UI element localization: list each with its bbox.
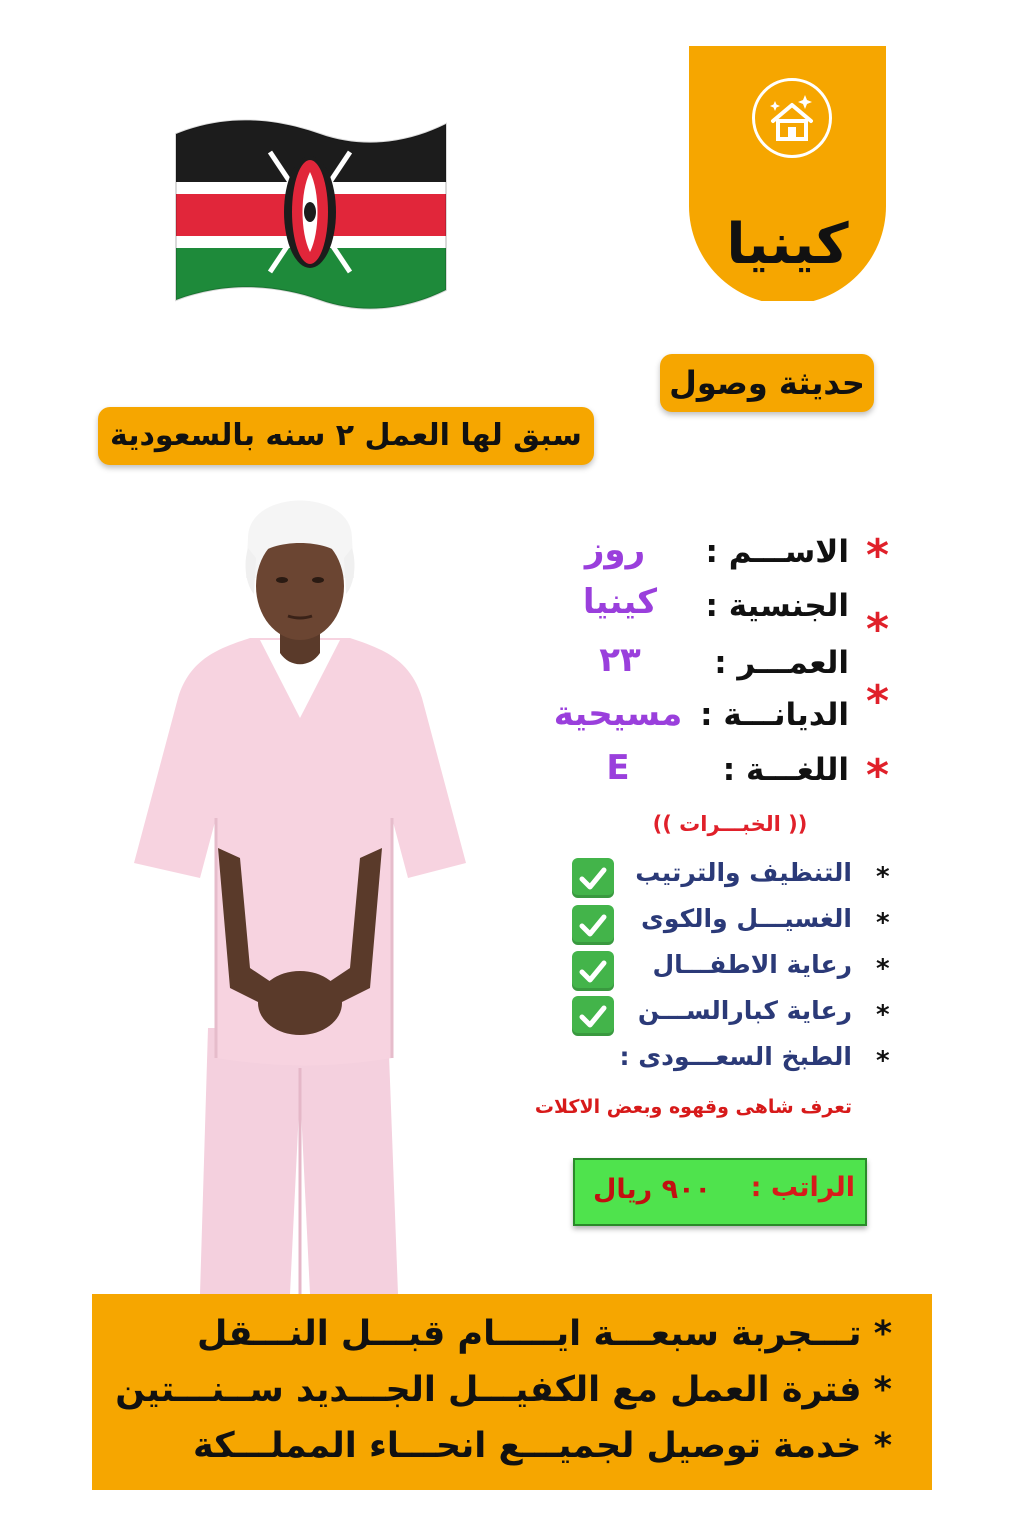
term-line: * تـــجربة سبعـــة ايـــــام قبـــل النـــقل xyxy=(196,1314,892,1354)
salary-label: الراتب : xyxy=(750,1172,855,1203)
info-star: * xyxy=(866,676,890,727)
checkmark-icon xyxy=(572,858,614,898)
skill-item: رعاية الاطفـــال xyxy=(652,950,852,979)
cooking-note: تعرف شاهى وقهوه وبعض الاكلات xyxy=(534,1096,853,1118)
age-value: ٢٣ xyxy=(599,640,641,680)
age-label: العمـــر : xyxy=(714,645,849,681)
language-label: اللغـــة : xyxy=(722,752,849,788)
kenya-flag-icon xyxy=(170,112,452,317)
term-line: * خدمة توصيل لجميـــع انحـــاء المملـــكة xyxy=(192,1426,892,1466)
country-title: كينيا xyxy=(726,212,849,277)
new-arrival-badge: حديثة وصول xyxy=(660,354,874,412)
name-value: روز xyxy=(584,530,646,570)
skill-bullet: * xyxy=(876,1000,890,1030)
skill-bullet: * xyxy=(876,862,890,892)
checkmark-icon xyxy=(572,996,614,1036)
checkmark-icon xyxy=(572,951,614,991)
checkmark-icon xyxy=(572,905,614,945)
info-star: * xyxy=(866,750,890,801)
nationality-label: الجنسية : xyxy=(705,588,849,624)
skill-item: رعاية كبارالســـن xyxy=(637,996,852,1025)
skill-item: الغسيـــل والكوى xyxy=(641,904,852,933)
skill-item: الطبخ السعـــودى : xyxy=(619,1042,852,1071)
skill-item: التنظيف والترتيب xyxy=(635,858,852,887)
religion-value: مسيحية xyxy=(553,694,683,734)
skill-bullet: * xyxy=(876,954,890,984)
language-value: E xyxy=(606,748,630,788)
name-label: الاســـم : xyxy=(705,534,849,570)
religion-label: الديانـــة : xyxy=(700,697,849,733)
experience-badge: سبق لها العمل ٢ سنه بالسعودية xyxy=(98,407,594,465)
skill-bullet: * xyxy=(876,1046,890,1076)
nationality-value: كينيا xyxy=(582,582,658,622)
skills-title: (( الخبـــرات )) xyxy=(652,812,808,836)
term-line: * فترة العمل مع الكفيـــل الجـــديد ســنـــتين xyxy=(115,1370,892,1410)
info-star: * xyxy=(866,604,890,655)
salary-value: ٩٠٠ ريال xyxy=(592,1174,712,1205)
skill-bullet: * xyxy=(876,908,890,938)
info-star: * xyxy=(866,530,890,581)
worker-photo xyxy=(130,468,470,1294)
house-cleaning-logo-icon xyxy=(752,78,832,158)
